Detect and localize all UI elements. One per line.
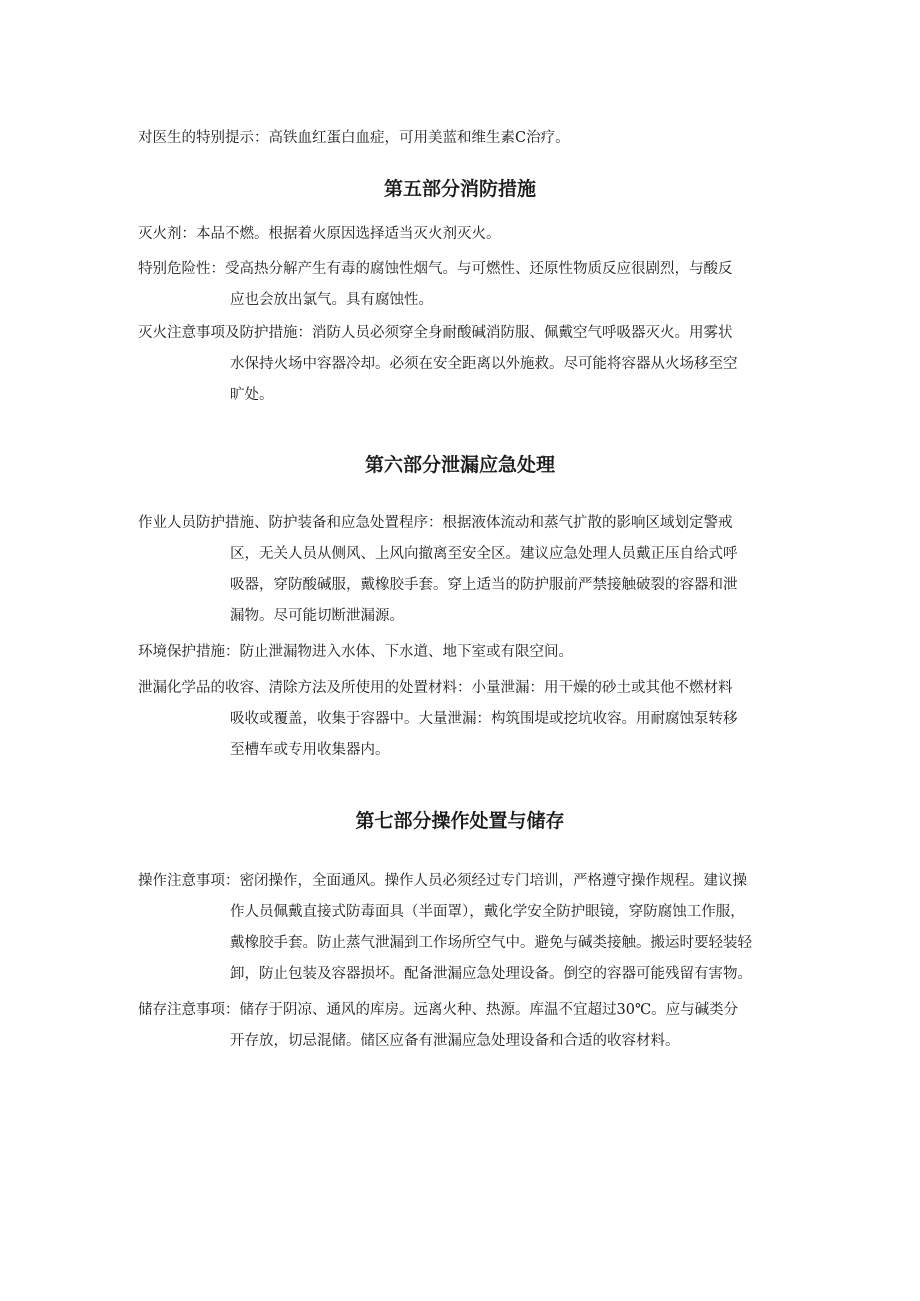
entry-text: 作人员佩戴直接式防毒面具（半面罩），戴化学安全防护眼镜，穿防腐蚀工作服， [230,904,745,920]
entry-text: 密闭操作，全面通风。操作人员必须经过专门培训，严格遵守操作规程。建议操 [239,873,747,889]
personnel-protection [138,508,788,632]
section-5-title: 第五部分消防措施 [383,178,536,200]
entry-text: 戴橡胶手套。防止蒸气泄漏到工作场所空气中。避免与碱类接触。搬运时要轻装轻 [230,935,752,951]
entry-text: 受高热分解产生有毒的腐蚀性烟气。与可燃性、还原性物质反应很剧烈，与酸反 [225,261,733,277]
entry-text: 消防人员必须穿全身耐酸碱消防服、佩戴空气呼吸器灭火。用雾状 [312,325,733,341]
entry-text: 本品不燃。根据着火原因选择适当灭火剂灭火。 [196,226,501,242]
entry-label: 操作注意事项： [138,873,240,889]
doctor-note [138,128,570,148]
section-7-title: 第七部分操作处置与储存 [355,810,565,832]
firefighting-precautions [138,318,788,411]
entry-label: 泄漏化学品的收容、清除方法及所使用的处置材料： [138,680,472,696]
containment-cleanup [138,673,788,766]
entry-text: 吸收或覆盖，收集于容器中。大量泄漏：构筑围堤或挖坑收容。用耐腐蚀泵转移 [230,711,738,727]
entry-text: 开存放，切忌混储。储区应备有泄漏应急处理设备和合适的收容材料。 [230,1033,680,1049]
entry-label: 灭火剂： [138,226,196,242]
handling-precautions [138,866,788,990]
section-6-title: 第六部分泄漏应急处理 [364,454,555,476]
entry-text: 小量泄漏：用干燥的砂土或其他不燃材料 [471,680,733,696]
entry-label: 作业人员防护措施、防护装备和应急处置程序： [138,515,443,531]
entry-label: 特别危险性： [138,261,225,277]
environmental-protection [138,637,788,668]
entry-text: 储存于阴凉、通风的库房。远离火种、热源。库温不宜超过30℃。应与碱类分 [239,1002,739,1018]
entry-text: 卸，防止包装及容器损坏。配备泄漏应急处理设备。倒空的容器可能残留有害物。 [230,966,752,982]
entry-text: 旷处。 [230,387,274,403]
fire-extinguishing-agent [138,219,788,250]
entry-label: 环境保护措施： [138,644,240,660]
entry-text: 应也会放出氯气。具有腐蚀性。 [230,292,433,308]
entry-text: 漏物。尽可能切断泄漏源。 [230,608,404,624]
entry-text: 防止泄漏物进入水体、下水道、地下室或有限空间。 [239,644,573,660]
entry-text: 水保持火场中容器冷却。必须在安全距离以外施救。尽可能将容器从火场移至空 [230,356,738,372]
storage-precautions [138,995,788,1057]
entry-text: 根据液体流动和蒸气扩散的影响区域划定警戒 [442,515,733,531]
doctor-note-text: 高铁血红蛋白血症，可用美蓝和维生素C治疗。 [268,130,570,146]
entry-text: 区，无关人员从侧风、上风向撤离至安全区。建议应急处理人员戴正压自给式呼 [230,546,738,562]
entry-text: 至槽车或专用收集器内。 [230,742,390,758]
doctor-note-label: 对医生的特别提示： [138,130,269,146]
entry-label: 灭火注意事项及防护措施： [138,325,312,341]
special-hazards [138,254,788,316]
entry-label: 储存注意事项： [138,1002,240,1018]
entry-text: 吸器，穿防酸碱服，戴橡胶手套。穿上适当的防护服前严禁接触破裂的容器和泄 [230,577,738,593]
